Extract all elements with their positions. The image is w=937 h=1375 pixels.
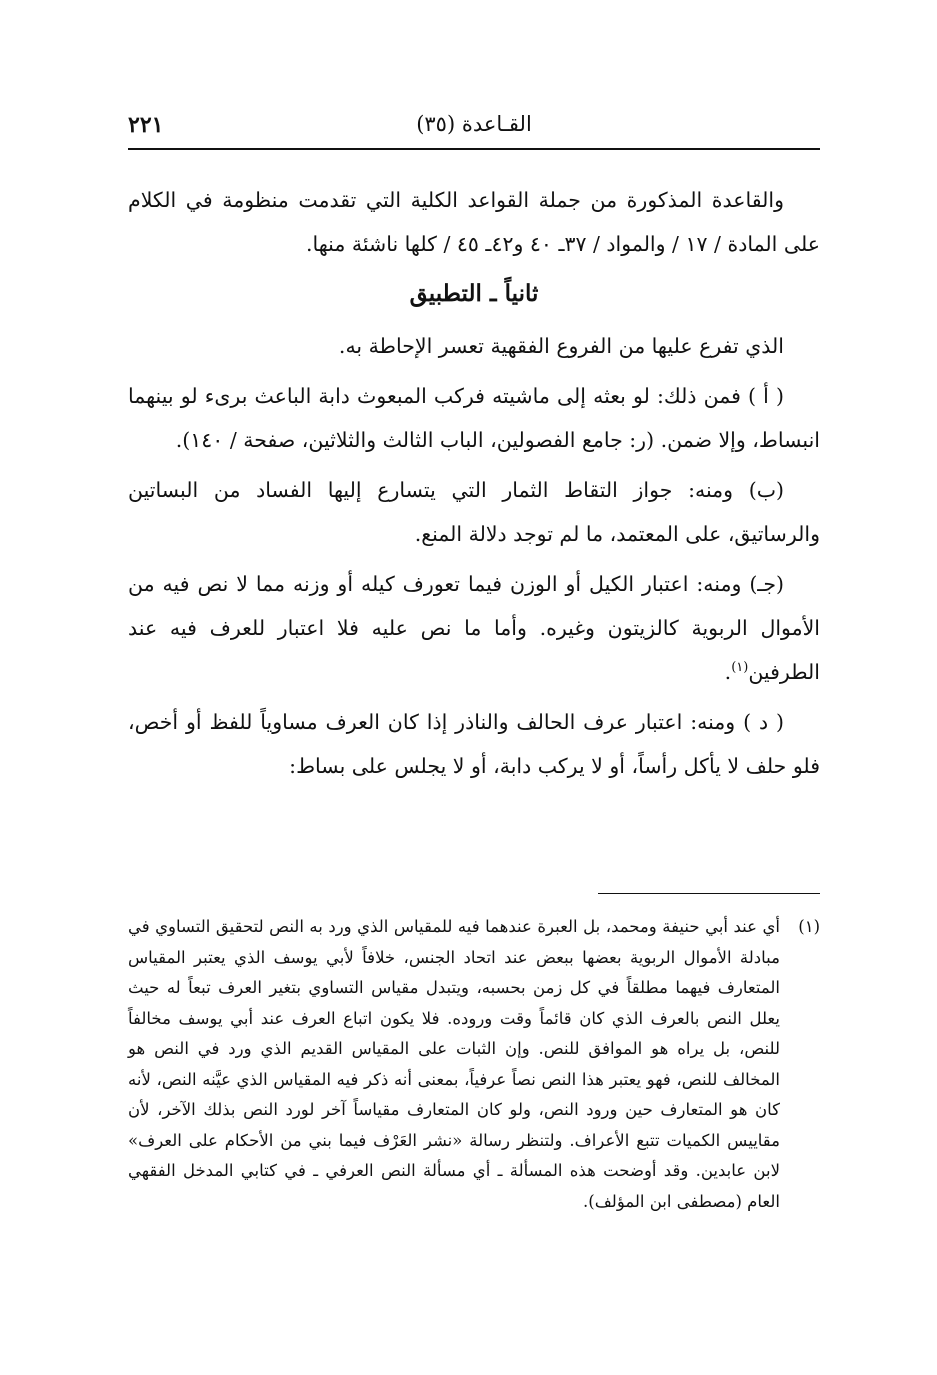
application-intro-paragraph: الذي تفرع عليها من الفروع الفقهية تعسر الإحاطة به.: [338, 334, 784, 358]
footnote-reference: (١): [731, 660, 749, 676]
item-c-text: (جـ) ومنه: اعتبار الكيل أو الوزن فيما تعورف كيله أو وزنه مما لا نص فيه من الأموال الربوية كالزيتون وغيره. وأما ما نص عليه فلا اعتبار للعرف فيه عند الطرفين: [128, 572, 820, 684]
page-number: ٢٢١: [128, 112, 164, 138]
footnote: [128, 912, 820, 1217]
running-head: القـاعدة (٣٥): [416, 112, 532, 136]
footnote-text: أي عند أبي حنيفة ومحمد، بل العبرة عندهما فيه للمقياس الذي ورد به النص لتحقيق التساوي في مبادلة الأموال الربوية بعضها ببعض عند اتحاد الجنس، خلافاً لأبي يوسف الذي يعتبر المقياس المتعارف فيهما مطلقاً في كل زمن بحسبه، ويتبدل مقياس التساوي بتغير العرف تبعاً له حيث يعلل النص بالعرف الذي كان قائماً وقت وروده. فلا يكون اتباع العرف عند أبي يوسف مخالفاً للنص، بل يراه هو الموافق للنص. وإن الثبات على المقياس القديم الذي ورد في النص هو المخالف للنص، فهو يعتبر هذا النص نصاً عرفياً، بمعنى أنه ذكر فيه المقياس الذي عيَّنه النص، لأنه كان هو المتعارف حين ورود النص، ولو كان المتعارف مقياساً آخر لورد النص بذلك الآخر، لأن مقاييس الكميات تتبع الأعراف. ولتنظر رسالة «نشر العَرْف فيما بني من الأحكام على العرف» لابن عابدين. وقد أوضحت هذه المسألة ـ أي مسألة النص العرفي ـ في كتابي المدخل الفقهي العام (مصطفى ابن المؤلف).: [128, 917, 780, 1211]
item-d-paragraph: ( د ) ومنه: اعتبار عرف الحالف والناذر إذا كان العرف مساوياً للفظ أو أخص، فلو حلف لا يأكل رأساً، أو لا يركب دابة، أو لا يجلس على بساط:: [128, 710, 820, 778]
item-c-end: .: [724, 660, 732, 684]
footnote-rule: [598, 893, 820, 894]
intro-paragraph: والقاعدة المذكورة من جملة القواعد الكلية التي تقدمت منظومة في الكلام على المادة / ١٧ / والمواد / ٣٧ـ ٤٠ و٤٢ـ ٤٥ / كلها ناشئة منها.: [128, 188, 820, 256]
page-header: [128, 110, 820, 146]
section-heading: ثانياً ـ التطبيق: [409, 280, 539, 307]
main-text: [128, 178, 820, 794]
item-a-paragraph: ( أ ) فمن ذلك: لو بعثه إلى ماشيته فركب المبعوث دابة الباعث برىء لو بينهما انبساط، وإلا ضمن. (ر: جامع الفصولين، الباب الثالث والثلاثين، صفحة / ١٤٠).: [128, 384, 820, 452]
item-b-paragraph: (ب) ومنه: جواز التقاط الثمار التي يتسارع إليها الفساد من البساتين والرساتيق، على المعتمد، ما لم توجد دلالة المنع.: [128, 478, 820, 546]
header-rule: [128, 148, 820, 150]
footnotes: [128, 912, 820, 1217]
item-c-paragraph: [128, 562, 820, 694]
footnote-marker: (١): [798, 917, 820, 936]
